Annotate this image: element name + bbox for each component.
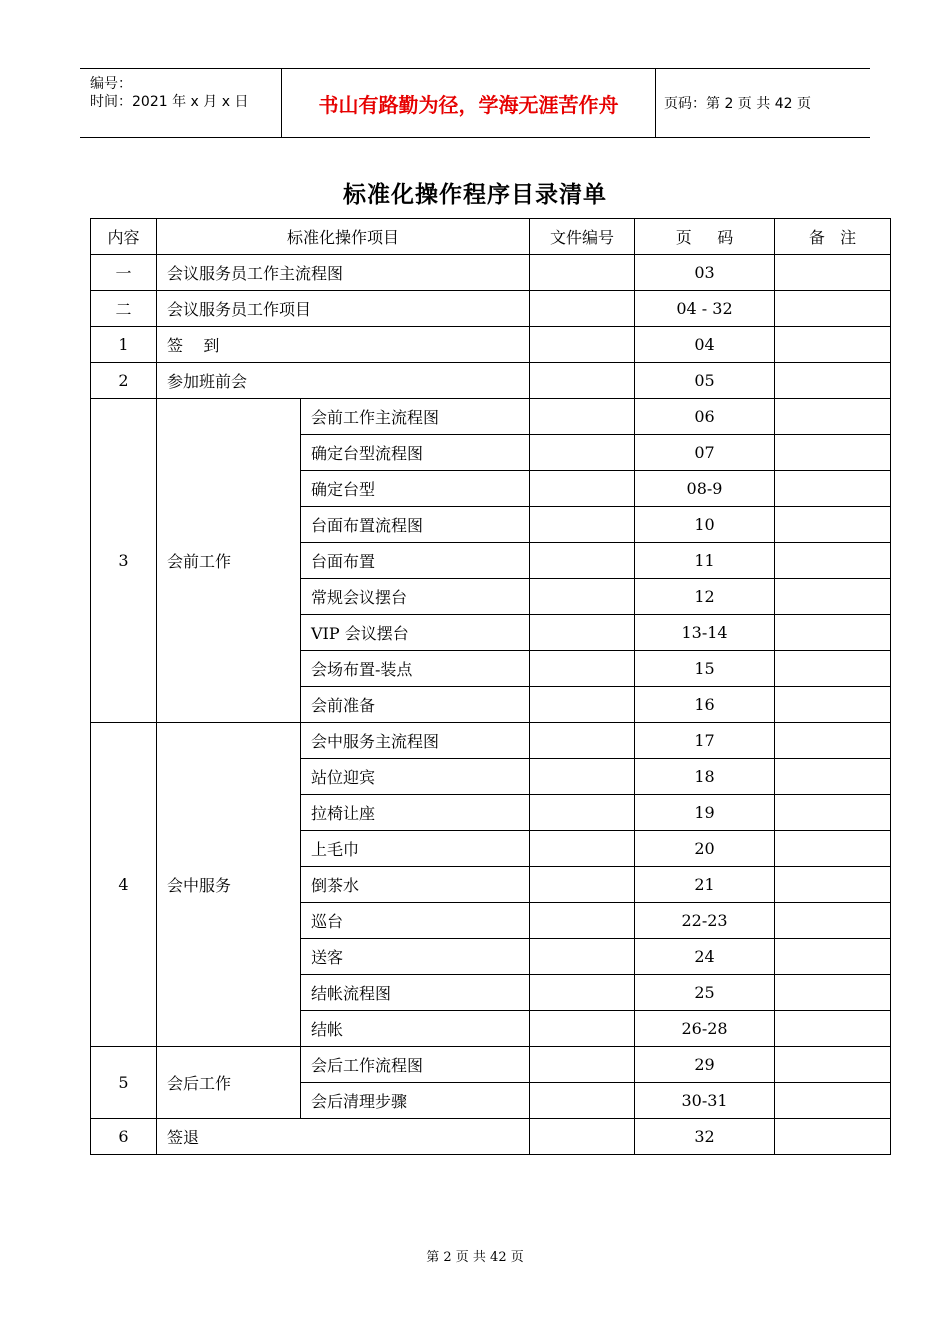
row-page: 18 <box>635 759 775 795</box>
row-page: 06 <box>635 399 775 435</box>
row-remarks <box>775 255 891 291</box>
row-file-no <box>530 1083 635 1119</box>
row-page: 22-23 <box>635 903 775 939</box>
table-header-row <box>91 219 891 255</box>
table-row <box>91 399 891 435</box>
sub-item: 会场布置-装点 <box>301 651 530 687</box>
table-row <box>91 1119 891 1155</box>
sub-item: 会中服务主流程图 <box>301 723 530 759</box>
sub-item: VIP 会议摆台 <box>301 615 530 651</box>
row-num: 1 <box>91 327 157 363</box>
row-file-no <box>530 903 635 939</box>
row-remarks <box>775 399 891 435</box>
row-file-no <box>530 1047 635 1083</box>
motto-text: 书山有路勤为径，学海无涯苦作舟 <box>281 69 656 137</box>
group-num: 4 <box>91 723 157 1047</box>
row-file-no <box>530 615 635 651</box>
row-remarks <box>775 867 891 903</box>
row-page: 07 <box>635 435 775 471</box>
sub-item: 台面布置 <box>301 543 530 579</box>
row-remarks <box>775 723 891 759</box>
sub-item: 确定台型 <box>301 471 530 507</box>
row-file-no <box>530 363 635 399</box>
sub-item: 巡台 <box>301 903 530 939</box>
header-content: 内容 <box>91 219 157 255</box>
row-page: 32 <box>635 1119 775 1155</box>
row-num: 6 <box>91 1119 157 1155</box>
toc-table <box>90 218 891 1155</box>
row-remarks <box>775 939 891 975</box>
row-item: 签 到 <box>157 327 530 363</box>
row-page: 04 - 32 <box>635 291 775 327</box>
row-item: 签退 <box>157 1119 530 1155</box>
row-file-no <box>530 255 635 291</box>
header-item: 标准化操作项目 <box>157 219 530 255</box>
row-file-no <box>530 507 635 543</box>
row-file-no <box>530 399 635 435</box>
header-remarks: 备 注 <box>775 219 891 255</box>
row-file-no <box>530 1011 635 1047</box>
sub-item: 拉椅让座 <box>301 795 530 831</box>
row-remarks <box>775 435 891 471</box>
row-remarks <box>775 759 891 795</box>
row-remarks <box>775 1119 891 1155</box>
table-row <box>91 327 891 363</box>
table-row <box>91 723 891 759</box>
row-file-no <box>530 435 635 471</box>
sub-item: 常规会议摆台 <box>301 579 530 615</box>
row-remarks <box>775 327 891 363</box>
row-file-no <box>530 867 635 903</box>
row-remarks <box>775 291 891 327</box>
row-remarks <box>775 687 891 723</box>
row-num: 2 <box>91 363 157 399</box>
row-page: 11 <box>635 543 775 579</box>
sub-item: 结帐流程图 <box>301 975 530 1011</box>
page-header <box>80 68 870 138</box>
row-file-no <box>530 1119 635 1155</box>
row-page: 24 <box>635 939 775 975</box>
group-num: 3 <box>91 399 157 723</box>
sub-item: 确定台型流程图 <box>301 435 530 471</box>
row-file-no <box>530 939 635 975</box>
header-file-no: 文件编号 <box>530 219 635 255</box>
row-file-no <box>530 975 635 1011</box>
table-row <box>91 363 891 399</box>
row-file-no <box>530 327 635 363</box>
row-page: 05 <box>635 363 775 399</box>
sub-item: 会前工作主流程图 <box>301 399 530 435</box>
header-page: 页 码 <box>635 219 775 255</box>
row-page: 04 <box>635 327 775 363</box>
group-item: 会后工作 <box>157 1047 301 1119</box>
row-file-no <box>530 471 635 507</box>
row-page: 25 <box>635 975 775 1011</box>
sub-item: 会后工作流程图 <box>301 1047 530 1083</box>
row-page: 12 <box>635 579 775 615</box>
row-file-no <box>530 687 635 723</box>
row-page: 26-28 <box>635 1011 775 1047</box>
row-remarks <box>775 831 891 867</box>
row-remarks <box>775 579 891 615</box>
row-file-no <box>530 651 635 687</box>
row-num: 一 <box>91 255 157 291</box>
row-num: 二 <box>91 291 157 327</box>
row-page: 03 <box>635 255 775 291</box>
row-page: 08-9 <box>635 471 775 507</box>
row-remarks <box>775 363 891 399</box>
sub-item: 倒茶水 <box>301 867 530 903</box>
group-item: 会前工作 <box>157 399 301 723</box>
row-remarks <box>775 615 891 651</box>
table-row <box>91 291 891 327</box>
group-num: 5 <box>91 1047 157 1119</box>
row-page: 30-31 <box>635 1083 775 1119</box>
document-title: 标准化操作程序目录清单 <box>343 181 607 208</box>
row-page: 16 <box>635 687 775 723</box>
row-remarks <box>775 1083 891 1119</box>
time-label: 时间：2021 年 x 月 x 日 <box>90 94 249 110</box>
table-row <box>91 255 891 291</box>
row-remarks <box>775 507 891 543</box>
row-page: 13-14 <box>635 615 775 651</box>
row-item: 会议服务员工作主流程图 <box>157 255 530 291</box>
row-remarks <box>775 1011 891 1047</box>
row-remarks <box>775 651 891 687</box>
row-file-no <box>530 291 635 327</box>
row-file-no <box>530 759 635 795</box>
group-item: 会中服务 <box>157 723 301 1047</box>
row-page: 20 <box>635 831 775 867</box>
row-file-no <box>530 831 635 867</box>
row-remarks <box>775 471 891 507</box>
sub-item: 结帐 <box>301 1011 530 1047</box>
row-remarks <box>775 543 891 579</box>
page-footer: 第 2 页 共 42 页 <box>426 1250 524 1265</box>
sub-item: 会前准备 <box>301 687 530 723</box>
number-label: 编号： <box>90 76 132 92</box>
sub-item: 会后清理步骤 <box>301 1083 530 1119</box>
row-page: 10 <box>635 507 775 543</box>
header-meta <box>80 69 281 137</box>
row-page: 21 <box>635 867 775 903</box>
row-page: 29 <box>635 1047 775 1083</box>
page-info: 页码：第 2 页 共 42 页 <box>664 96 811 112</box>
row-remarks <box>775 975 891 1011</box>
row-remarks <box>775 1047 891 1083</box>
sub-item: 站位迎宾 <box>301 759 530 795</box>
sub-item: 送客 <box>301 939 530 975</box>
row-page: 19 <box>635 795 775 831</box>
row-file-no <box>530 579 635 615</box>
sub-item: 上毛巾 <box>301 831 530 867</box>
row-page: 15 <box>635 651 775 687</box>
sub-item: 台面布置流程图 <box>301 507 530 543</box>
row-file-no <box>530 795 635 831</box>
row-item: 会议服务员工作项目 <box>157 291 530 327</box>
row-remarks <box>775 795 891 831</box>
table-row <box>91 1047 891 1083</box>
row-page: 17 <box>635 723 775 759</box>
row-item: 参加班前会 <box>157 363 530 399</box>
row-remarks <box>775 903 891 939</box>
row-file-no <box>530 723 635 759</box>
row-file-no <box>530 543 635 579</box>
